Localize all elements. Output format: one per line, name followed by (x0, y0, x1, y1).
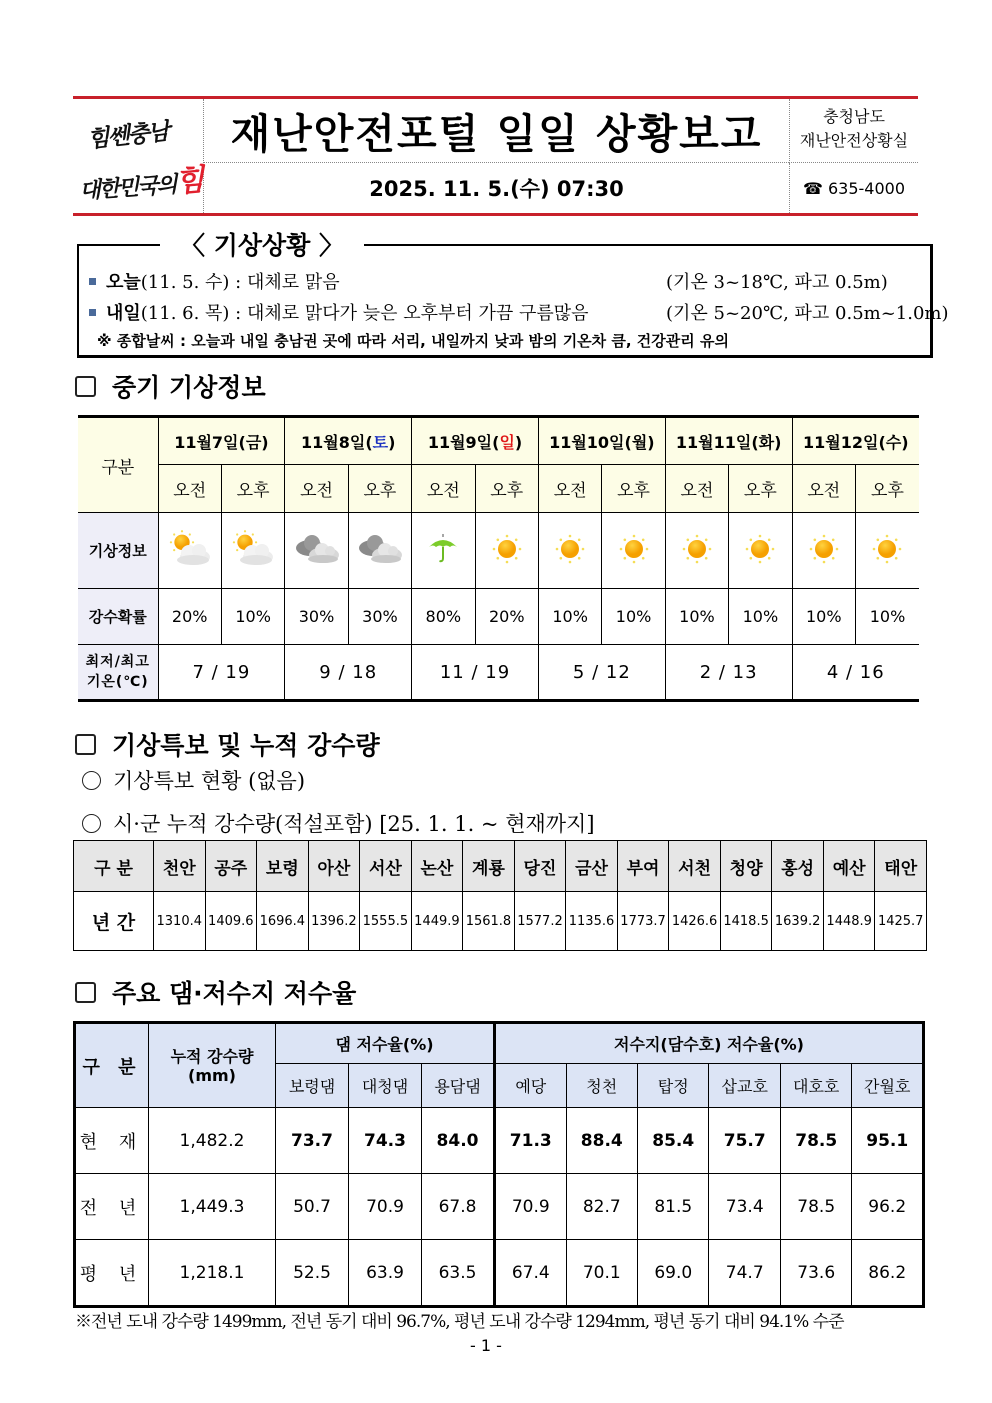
warning-status: 기상특보 현황 (없음) (82, 765, 305, 795)
logo-line2 (78, 155, 204, 207)
circle-bullet-icon (82, 771, 101, 790)
dam-footnote: ※전년 도내 강수량 1499mm, 전년 동기 대비 96.7%, 평년 도내 강수량 1294mm, 평년 동기 대비 94.1% 수준 (75, 1312, 844, 1332)
weather-icon-cell (348, 513, 411, 589)
weather-summary-title: 〈 기상상황 〉 (160, 226, 364, 262)
temp-range-cell: 7 / 19 (158, 645, 285, 701)
report-datetime: 2025. 11. 5.(수) 07:30 (369, 177, 624, 201)
partly-cloudy-icon (230, 554, 276, 573)
sunny-icon (867, 552, 907, 571)
org-line2: 재난안전상황실 (799, 131, 909, 150)
weather-icon-cell (855, 513, 919, 589)
weather-icon-cell (665, 513, 728, 589)
reservoir-name: 예당 (495, 1064, 566, 1108)
city-header: 아산 (308, 841, 360, 892)
city-header: 당진 (514, 841, 566, 892)
pm-header: 오후 (475, 465, 538, 513)
rain-icon (425, 552, 461, 571)
temp-range-cell: 2 / 13 (665, 645, 792, 701)
storage-rate-value: 74.7 (709, 1240, 780, 1307)
bullet-icon (89, 278, 96, 285)
city-rain-value: 1448.9 (823, 892, 875, 951)
storage-rate-value: 70.9 (349, 1174, 422, 1240)
city-rain-value: 1577.2 (514, 892, 566, 951)
weather-icon-cell (538, 513, 601, 589)
city-header: 계룡 (463, 841, 515, 892)
city-header: 공주 (205, 841, 257, 892)
row-label: 평 년 (75, 1240, 149, 1307)
weather-icon-cell (729, 513, 792, 589)
city-header: 천안 (154, 841, 206, 892)
phone-number: ☎ 635-4000 (789, 163, 918, 213)
cloudy-icon (355, 551, 405, 570)
precip-prob-cell: 10% (221, 589, 284, 645)
storage-rate-value: 73.7 (276, 1108, 349, 1174)
accumulated-rain-table (73, 840, 927, 951)
storage-rate-value: 67.8 (422, 1174, 495, 1240)
weather-icon-cell (158, 513, 221, 589)
day-header: 11월11일(화) (665, 417, 792, 465)
tomorrow-label: 내일 (106, 303, 141, 324)
precip-prob-cell: 10% (602, 589, 665, 645)
storage-rate-value: 71.3 (495, 1108, 566, 1174)
precip-prob-cell: 30% (285, 589, 348, 645)
precip-prob-cell: 10% (665, 589, 728, 645)
precip-prob-cell: 10% (538, 589, 601, 645)
today-label: 오늘 (106, 272, 141, 293)
city-rain-value: 1696.4 (257, 892, 309, 951)
pm-header: 오후 (348, 465, 411, 513)
am-header: 오전 (792, 465, 855, 513)
accum-rain-value: 1,218.1 (149, 1240, 276, 1307)
dam-name: 대청댐 (349, 1064, 422, 1108)
row-label-precip-prob: 강수확률 (78, 589, 158, 645)
storage-rate-value: 75.7 (709, 1108, 780, 1174)
city-header: 논산 (411, 841, 463, 892)
city-header: 청양 (720, 841, 772, 892)
city-header: 서천 (669, 841, 721, 892)
checkbox-square-icon (75, 376, 96, 397)
storage-rate-value: 95.1 (852, 1108, 924, 1174)
am-header: 오전 (538, 465, 601, 513)
city-rain-value: 1555.5 (360, 892, 412, 951)
sunny-icon (740, 552, 780, 571)
city-header: 금산 (566, 841, 618, 892)
temp-range-cell: 4 / 16 (792, 645, 919, 701)
city-header: 보령 (257, 841, 309, 892)
tomorrow-text: (11. 6. 목) : 대체로 맑다가 늦은 오후부터 가끔 구름많음 (140, 303, 589, 324)
storage-rate-value: 81.5 (638, 1174, 709, 1240)
am-header: 오전 (285, 465, 348, 513)
reservoir-name: 삽교호 (709, 1064, 780, 1108)
cloudy-icon (292, 551, 342, 570)
pm-header: 오후 (729, 465, 792, 513)
reservoir-name: 청천 (566, 1064, 637, 1108)
table-row (75, 1240, 924, 1307)
city-rain-value: 1639.2 (772, 892, 824, 951)
city-rain-value: 1310.4 (154, 892, 206, 951)
sunny-icon (804, 552, 844, 571)
checkbox-square-icon (75, 982, 96, 1003)
storage-rate-value: 86.2 (852, 1240, 924, 1307)
storage-rate-value: 63.5 (422, 1240, 495, 1307)
storage-rate-value: 50.7 (276, 1174, 349, 1240)
day-header: 11월12일(수) (792, 417, 919, 465)
city-rain-value: 1426.6 (669, 892, 721, 951)
storage-rate-value: 73.4 (709, 1174, 780, 1240)
storage-rate-value: 52.5 (276, 1240, 349, 1307)
day-header: 11월8일(토) (285, 417, 412, 465)
precip-prob-cell: 20% (158, 589, 221, 645)
am-header: 오전 (412, 465, 475, 513)
city-rain-value: 1425.7 (875, 892, 927, 951)
storage-rate-value: 88.4 (566, 1108, 637, 1174)
sunny-icon (550, 552, 590, 571)
dam-name: 용담댐 (422, 1064, 495, 1108)
logo-line2-text: 대한민국의 (78, 171, 177, 205)
reservoir-name: 대호호 (780, 1064, 851, 1108)
day-header: 11월7일(금) (158, 417, 285, 465)
col-category: 구 분 (75, 1023, 149, 1108)
weather-icon-cell (602, 513, 665, 589)
city-rain-value: 1409.6 (205, 892, 257, 951)
storage-rate-value: 74.3 (349, 1108, 422, 1174)
row-label-temperature: 최저/최고 기온(℃) (78, 645, 158, 701)
page-number: - 1 - (470, 1336, 502, 1355)
temp-range-cell: 5 / 12 (538, 645, 665, 701)
rain-section-heading (75, 726, 380, 762)
dam-storage-table (73, 1021, 925, 1308)
accum-rain-value: 1,449.3 (149, 1174, 276, 1240)
table-row (75, 1174, 924, 1240)
report-header (73, 96, 918, 216)
weather-icon-cell (412, 513, 475, 589)
storage-rate-value: 70.9 (495, 1174, 566, 1240)
storage-rate-value: 84.0 (422, 1108, 495, 1174)
row-label-annual: 년 간 (74, 892, 154, 951)
col-accum-rain: 누적 강수량 (mm) (149, 1023, 276, 1108)
sunny-icon (677, 552, 717, 571)
precip-prob-cell: 30% (348, 589, 411, 645)
dams-section-title: 주요 댐·저수지 저수율 (112, 979, 357, 1008)
weather-icon-cell (475, 513, 538, 589)
row-label: 현 재 (75, 1108, 149, 1174)
reservoir-name: 간월호 (852, 1064, 924, 1108)
temp-range-cell: 11 / 19 (412, 645, 539, 701)
midterm-section-title: 중기 기상정보 (112, 373, 266, 402)
row-label: 전 년 (75, 1174, 149, 1240)
precip-prob-cell: 20% (475, 589, 538, 645)
overall-weather-note: ※ 종합날씨 : 오늘과 내일 충남권 곳에 따라 서리, 내일까지 낮과 밤의 기온차 큼, 건강관리 유의 (97, 332, 729, 350)
reservoir-group-header: 저수지(담수호) 저수율(%) (495, 1023, 924, 1064)
partly-cloudy-icon (167, 554, 213, 573)
sunny-icon (487, 552, 527, 571)
pm-header: 오후 (855, 465, 919, 513)
weather-icon-cell (285, 513, 348, 589)
storage-rate-value: 73.6 (780, 1240, 851, 1307)
org-line1: 충청남도 (823, 107, 885, 126)
rain-section-title: 기상특보 및 누적 강수량 (112, 731, 380, 760)
precip-prob-cell: 10% (855, 589, 919, 645)
pm-header: 오후 (602, 465, 665, 513)
row-label-weather: 기상정보 (78, 513, 158, 589)
corner-label: 구 분 (74, 841, 154, 892)
am-header: 오전 (665, 465, 728, 513)
city-rain-value: 1561.8 (463, 892, 515, 951)
accumulated-rain-title: 시·군 누적 강수량(적설포함) [25. 1. 1. ~ 현재까지] (82, 808, 595, 838)
circle-bullet-icon (82, 814, 101, 833)
weather-icon-cell (792, 513, 855, 589)
midterm-section-heading (75, 368, 266, 404)
precip-prob-cell: 10% (729, 589, 792, 645)
sunny-icon (614, 552, 654, 571)
day-header: 11월9일(일) (412, 417, 539, 465)
bullet-icon (89, 309, 96, 316)
city-header: 부여 (617, 841, 669, 892)
city-rain-value: 1418.5 (720, 892, 772, 951)
storage-rate-value: 78.5 (780, 1174, 851, 1240)
table-row (75, 1108, 924, 1174)
storage-rate-value: 96.2 (852, 1174, 924, 1240)
city-header: 홍성 (772, 841, 824, 892)
city-rain-value: 1449.9 (411, 892, 463, 951)
storage-rate-value: 69.0 (638, 1240, 709, 1307)
storage-rate-value: 63.9 (349, 1240, 422, 1307)
logo (73, 99, 204, 213)
city-rain-value: 1773.7 (617, 892, 669, 951)
organization (789, 99, 918, 163)
pm-header: 오후 (221, 465, 284, 513)
day-header: 11월10일(월) (538, 417, 665, 465)
corner-label: 구분 (78, 417, 158, 513)
storage-rate-value: 78.5 (780, 1108, 851, 1174)
am-header: 오전 (158, 465, 221, 513)
dam-group-header: 댐 저수율(%) (276, 1023, 495, 1064)
page-title: 재난안전포털 일일 상황보고 (204, 99, 789, 163)
city-header: 예산 (823, 841, 875, 892)
precip-prob-cell: 80% (412, 589, 475, 645)
today-forecast (79, 268, 340, 294)
accum-rain-value: 1,482.2 (149, 1108, 276, 1174)
checkbox-square-icon (75, 734, 96, 755)
city-header: 태안 (875, 841, 927, 892)
reservoir-name: 탑정 (638, 1064, 709, 1108)
storage-rate-value: 70.1 (566, 1240, 637, 1307)
storage-rate-value: 82.7 (566, 1174, 637, 1240)
precip-prob-cell: 10% (792, 589, 855, 645)
dam-name: 보령댐 (276, 1064, 349, 1108)
tomorrow-temp: (기온 5~20℃, 파고 0.5m~1.0m) (666, 303, 949, 324)
city-rain-value: 1396.2 (308, 892, 360, 951)
weather-icon-cell (221, 513, 284, 589)
midterm-forecast-table (78, 415, 919, 702)
city-header: 서산 (360, 841, 412, 892)
storage-rate-value: 85.4 (638, 1108, 709, 1174)
logo-red-char: 힘 (174, 162, 204, 200)
storage-rate-value: 67.4 (495, 1240, 566, 1307)
city-rain-value: 1135.6 (566, 892, 618, 951)
today-temp: (기온 3~18℃, 파고 0.5m) (666, 272, 888, 293)
tomorrow-forecast (79, 299, 589, 325)
temp-range-cell: 9 / 18 (285, 645, 412, 701)
logo-line1: 힘쎈충남 (86, 117, 170, 154)
dams-section-heading (75, 974, 356, 1010)
today-text: (11. 5. 수) : 대체로 맑음 (140, 272, 340, 293)
